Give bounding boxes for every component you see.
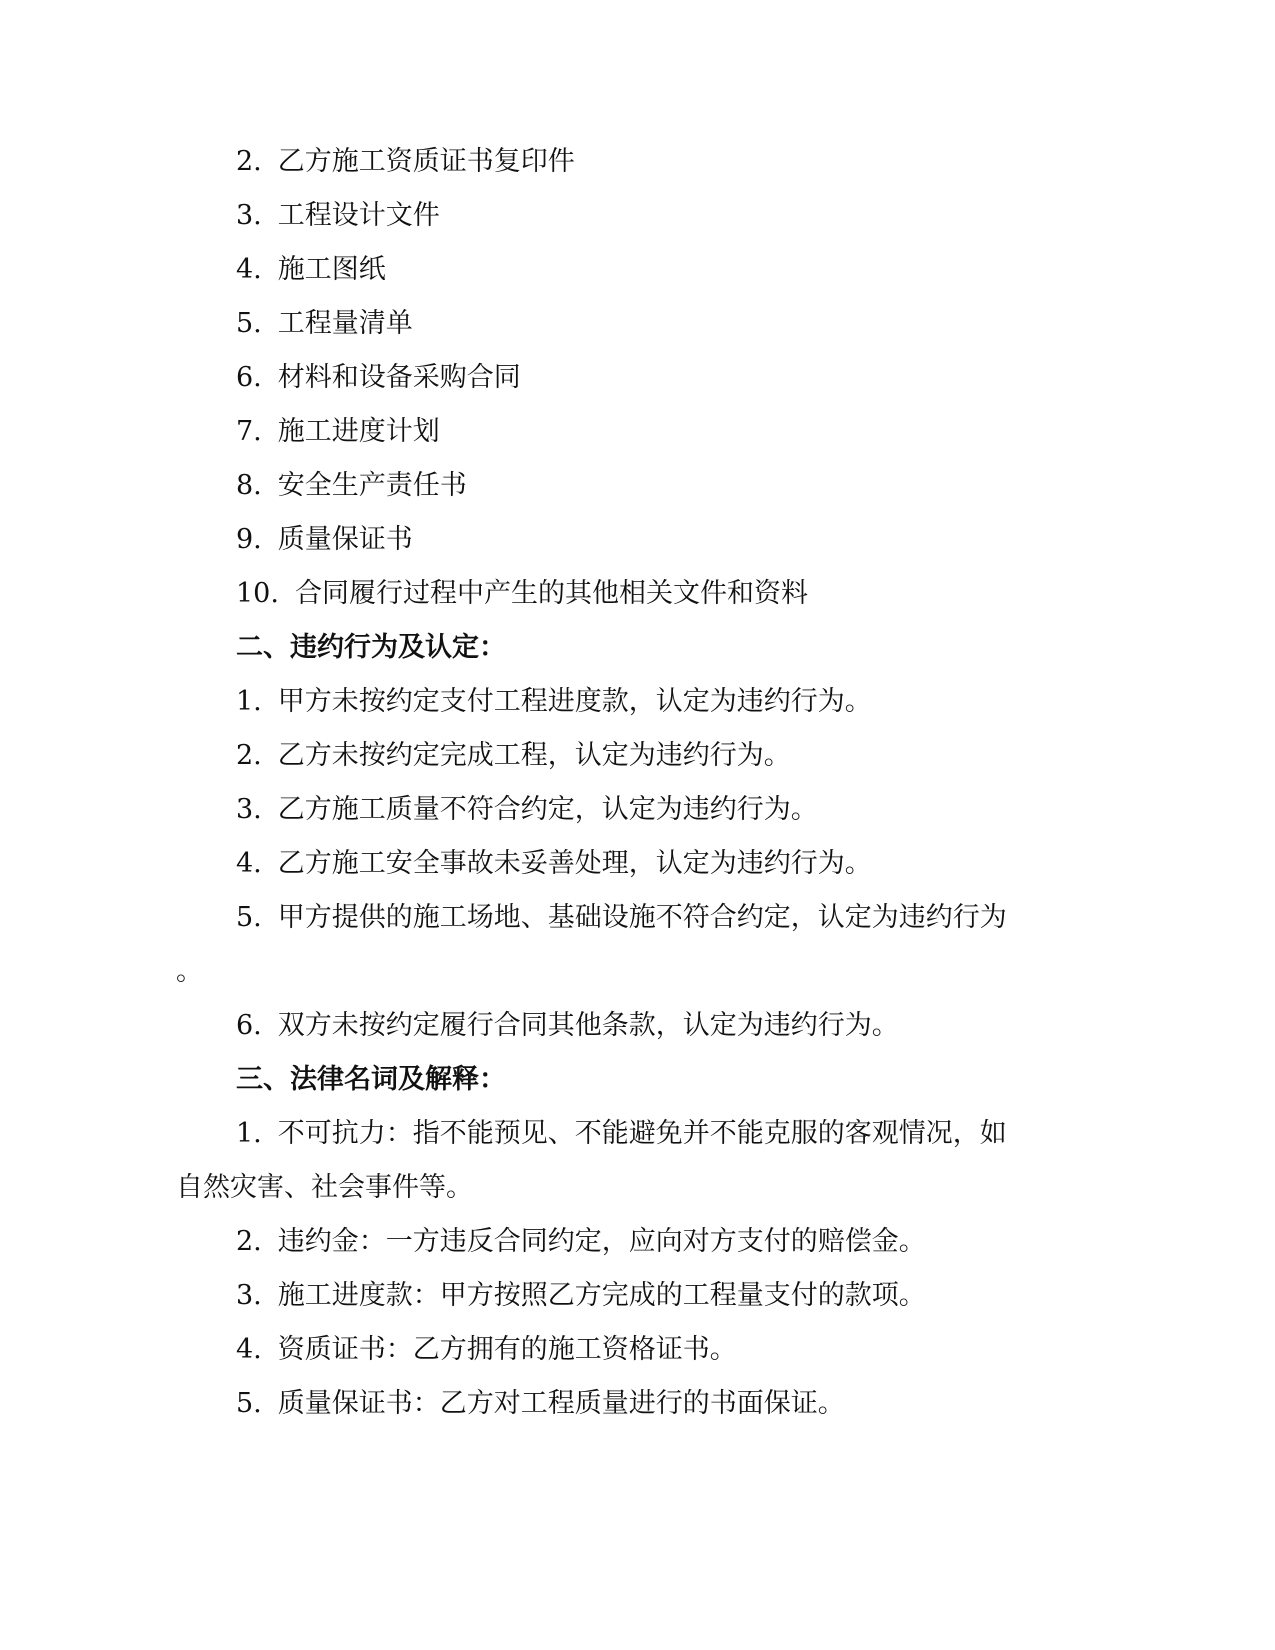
list-item-number: 3. bbox=[236, 1280, 262, 1311]
list-item-number: 1. bbox=[236, 686, 262, 717]
list-item-number: 2. bbox=[236, 740, 262, 771]
list-item-breach-2 bbox=[236, 738, 791, 774]
list-item-number: 4. bbox=[236, 848, 262, 879]
section-heading-legal-terms: 三、法律名词及解释： bbox=[236, 1064, 506, 1095]
list-item-text: 违约金：一方违反合同约定，应向对方支付的赔偿金。 bbox=[277, 1226, 926, 1257]
list-item-text: 质量保证书 bbox=[277, 524, 413, 555]
list-item-text: 工程设计文件 bbox=[277, 200, 440, 231]
list-item-term-5 bbox=[236, 1386, 845, 1422]
list-item-number: 5. bbox=[236, 902, 262, 933]
list-item-number: 4. bbox=[236, 254, 262, 285]
list-item-term-1-continuation: 自然灾害、社会事件等。 bbox=[176, 1172, 473, 1203]
list-item-text: 材料和设备采购合同 bbox=[277, 362, 521, 393]
list-item-text: 甲方未按约定支付工程进度款，认定为违约行为。 bbox=[277, 686, 872, 717]
list-item-document-4 bbox=[236, 252, 386, 288]
list-item-term-4 bbox=[236, 1332, 737, 1368]
list-item-number: 5. bbox=[236, 1388, 262, 1419]
list-item-text: 甲方提供的施工场地、基础设施不符合约定，认定为违约行为 bbox=[277, 902, 1007, 933]
list-item-document-2 bbox=[236, 144, 575, 180]
list-item-number: 10. bbox=[236, 578, 279, 609]
list-item-text: 安全生产责任书 bbox=[277, 470, 467, 501]
list-item-document-3 bbox=[236, 198, 440, 234]
list-item-document-8 bbox=[236, 468, 467, 504]
list-item-breach-5 bbox=[236, 900, 1007, 936]
list-item-number: 9. bbox=[236, 524, 262, 555]
list-item-text: 施工图纸 bbox=[277, 254, 386, 285]
list-item-text: 工程量清单 bbox=[277, 308, 413, 339]
list-item-number: 6. bbox=[236, 1010, 262, 1041]
list-item-text: 双方未按约定履行合同其他条款，认定为违约行为。 bbox=[277, 1010, 899, 1041]
section-heading-breach: 二、违约行为及认定： bbox=[236, 632, 506, 663]
list-item-breach-1 bbox=[236, 684, 872, 720]
list-item-number: 6. bbox=[236, 362, 262, 393]
list-item-number: 7. bbox=[236, 416, 262, 447]
list-item-breach-3 bbox=[236, 792, 818, 828]
list-item-text: 施工进度计划 bbox=[277, 416, 440, 447]
list-item-term-2 bbox=[236, 1224, 926, 1260]
list-item-breach-5-continuation: 。 bbox=[176, 956, 203, 987]
list-item-number: 4. bbox=[236, 1334, 262, 1365]
list-item-document-6 bbox=[236, 360, 521, 396]
list-item-term-3 bbox=[236, 1278, 926, 1314]
list-item-number: 3. bbox=[236, 794, 262, 825]
list-item-text: 施工进度款：甲方按照乙方完成的工程量支付的款项。 bbox=[277, 1280, 926, 1311]
list-item-document-10 bbox=[236, 576, 808, 612]
list-item-text: 乙方施工安全事故未妥善处理，认定为违约行为。 bbox=[277, 848, 872, 879]
list-item-text: 乙方施工资质证书复印件 bbox=[277, 146, 575, 177]
list-item-number: 5. bbox=[236, 308, 262, 339]
list-item-document-7 bbox=[236, 414, 440, 450]
list-item-text: 合同履行过程中产生的其他相关文件和资料 bbox=[294, 578, 808, 609]
list-item-breach-4 bbox=[236, 846, 872, 882]
list-item-number: 8. bbox=[236, 470, 262, 501]
list-item-number: 3. bbox=[236, 200, 262, 231]
list-item-document-9 bbox=[236, 522, 413, 558]
list-item-text: 质量保证书：乙方对工程质量进行的书面保证。 bbox=[277, 1388, 845, 1419]
list-item-text: 乙方未按约定完成工程，认定为违约行为。 bbox=[277, 740, 791, 771]
list-item-document-5 bbox=[236, 306, 413, 342]
list-item-term-1 bbox=[236, 1116, 1007, 1152]
list-item-number: 2. bbox=[236, 146, 262, 177]
list-item-number: 2. bbox=[236, 1226, 262, 1257]
list-item-number: 1. bbox=[236, 1118, 262, 1149]
list-item-text: 不可抗力：指不能预见、不能避免并不能克服的客观情况，如 bbox=[277, 1118, 1007, 1149]
list-item-text: 资质证书：乙方拥有的施工资格证书。 bbox=[277, 1334, 737, 1365]
list-item-text: 乙方施工质量不符合约定，认定为违约行为。 bbox=[277, 794, 818, 825]
list-item-breach-6 bbox=[236, 1008, 899, 1044]
